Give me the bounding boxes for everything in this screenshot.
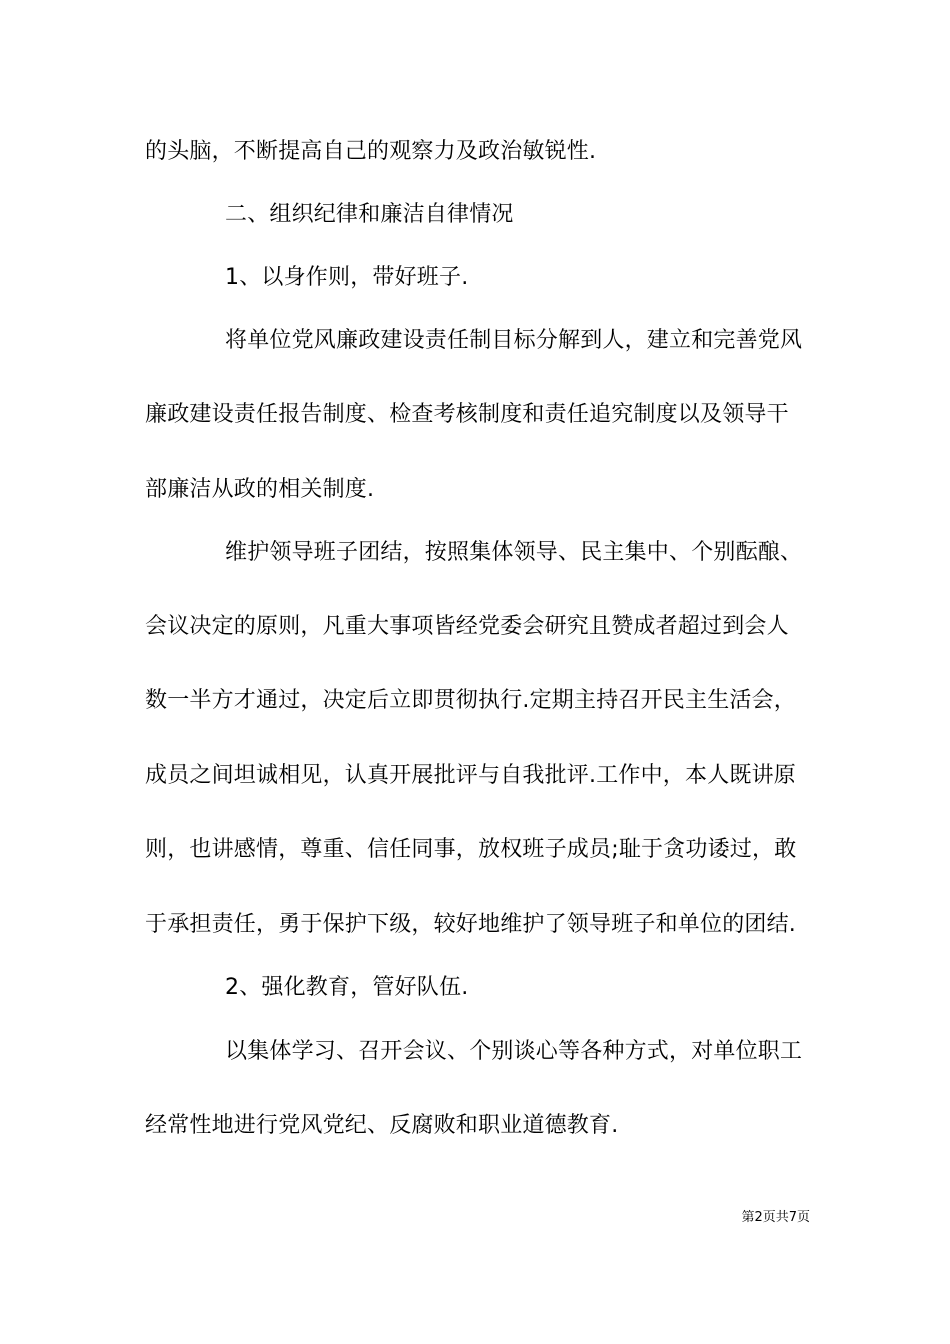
- body-text-line: 会议决定的原则，凡重大事项皆经党委会研究且赞成者超过到会人: [145, 614, 789, 639]
- body-text-line: 的头脑，不断提高自己的观察力及政治敏锐性.: [145, 139, 597, 164]
- body-text-line: 以集体学习、召开会议、个别谈心等各种方式，对单位职工: [225, 1039, 803, 1064]
- page-number: 第2页共7页: [741, 1210, 810, 1225]
- body-text-line: 部廉洁从政的相关制度.: [145, 477, 375, 502]
- body-text-line: 于承担责任，勇于保护下级，较好地维护了领导班子和单位的团结.: [145, 912, 796, 937]
- body-text-line: 成员之间坦诚相见，认真开展批评与自我批评.工作中，本人既讲原: [145, 763, 796, 788]
- body-text-line: 则，也讲感情，尊重、信任同事，放权班子成员;耻于贪功诿过，敢: [145, 837, 797, 862]
- section-heading: 二、组织纪律和廉洁自律情况: [225, 202, 514, 227]
- subsection-heading: 1、以身作则，带好班子.: [225, 265, 469, 290]
- body-text-line: 廉政建设责任报告制度、检查考核制度和责任追究制度以及领导干: [145, 402, 789, 427]
- body-text-line: 数一半方才通过，决定后立即贯彻执行.定期主持召开民主生活会，: [145, 688, 796, 713]
- subsection-heading: 2、强化教育，管好队伍.: [225, 975, 469, 1000]
- body-text-line: 维护领导班子团结，按照集体领导、民主集中、个别酝酿、: [225, 540, 803, 565]
- body-text-line: 将单位党风廉政建设责任制目标分解到人，建立和完善党风: [225, 328, 803, 353]
- body-text-line: 经常性地进行党风党纪、反腐败和职业道德教育.: [145, 1113, 619, 1138]
